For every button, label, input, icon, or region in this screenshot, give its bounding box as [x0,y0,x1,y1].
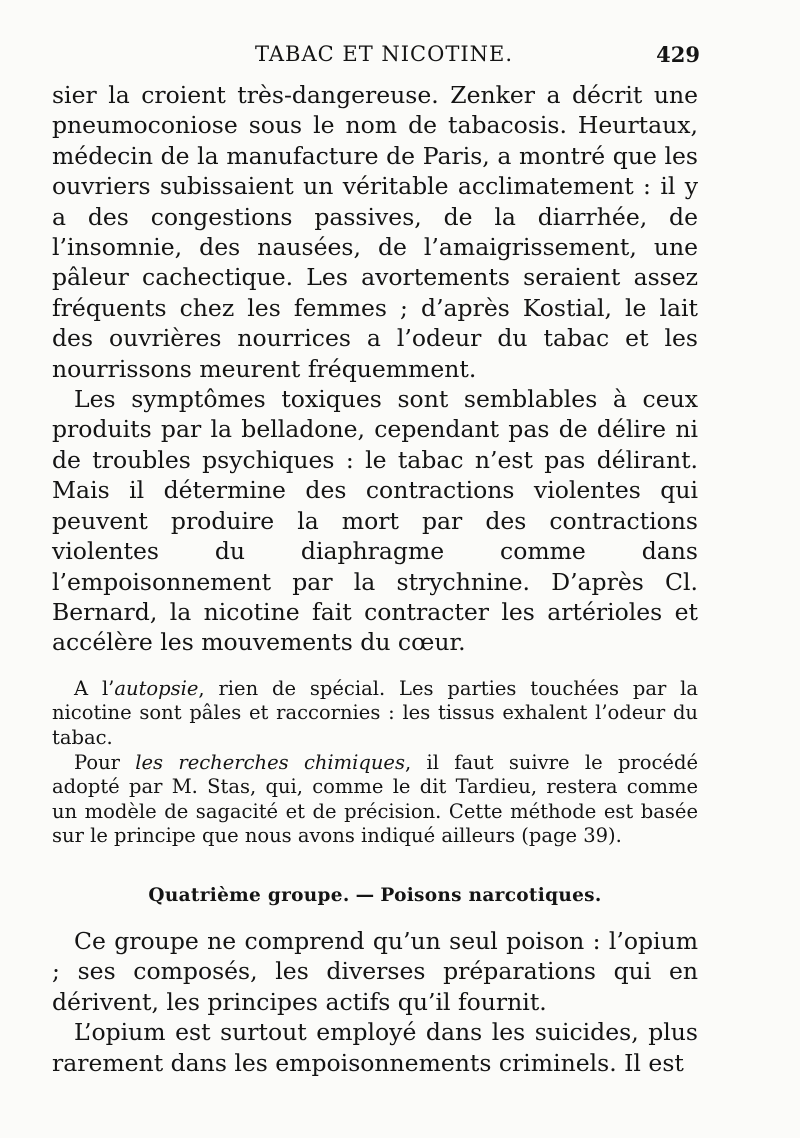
paragraph-opium-group: Ce groupe ne comprend qu’un seul poison : l’opium ; ses composés, les diverses préparations qui en dérivent, les principes actifs qu’il fournit. [52,926,698,1016]
section-dash: — [355,884,375,906]
paragraph-symptoms: Les symptômes toxiques sont semblables à ceux produits par la belladone, cependant pas de délire ni de troubles psychiques : le tabac n’est pas délirant. Mais il détermine des contractions violentes qui peuvent produire la mort par des contractions violentes du diaphragme comme dans l’empoisonnement par la strychnine. D’après Cl. Bernard, la nicotine fait contracter les artérioles et accélère les mouvements du cœur. [52,385,698,657]
section-group: Quatrième groupe. [148,884,350,906]
section-title: Poisons narcotiques. [380,884,602,906]
autopsy-term: autopsie [114,676,199,700]
research-lead: Pour [74,750,136,774]
research-term: les recherches chimiques [135,750,405,774]
section-heading [52,885,698,906]
paragraph-opium-use: L’opium est surtout employé dans les suicides, plus rarement dans les empoisonnements criminels. Il est [52,1018,698,1077]
main-text [52,80,698,658]
paragraph-chemical-research [52,751,698,849]
autopsy-body: , rien de spécial. Les parties touchées par la nicotine sont pâles et raccornies : les tissus exhalent l’odeur du tabac. [52,676,698,749]
paragraph-autopsy [52,677,698,751]
autopsy-lead: A l’ [74,676,115,700]
paragraph-tabacosis: sier la croient très-dangereuse. Zenker a décrit une pneumoconiose sous le nom de tabacosis. Heurtaux, médecin de la manufacture de Paris, a montré que les ouvriers subissaient un véritable acclimatement : il y a des congestions passives, de la diarrhée, de l’insomnie, des nausées, de l’amaigrissement, une pâleur cachectique. Les avortements seraient assez fréquents chez les femmes ; d’après Kostial, le lait des ouvrières nourrices a l’odeur du tabac et les nourrissons meurent fréquemment. [52,81,698,383]
running-title: TABAC ET NICOTINE. [255,42,514,66]
book-page [52,30,698,1078]
running-head [52,30,698,80]
small-text [52,677,698,849]
research-body: , il faut suivre le procédé adopté par M. Stas, qui, comme le dit Tardieu, restera comme un modèle de sagacité et de précision. Cette méthode est basée sur le principe que nous avons indiqué ailleurs (page 39). [52,750,698,848]
page-number: 429 [656,42,700,67]
main-text-continued [52,926,698,1078]
